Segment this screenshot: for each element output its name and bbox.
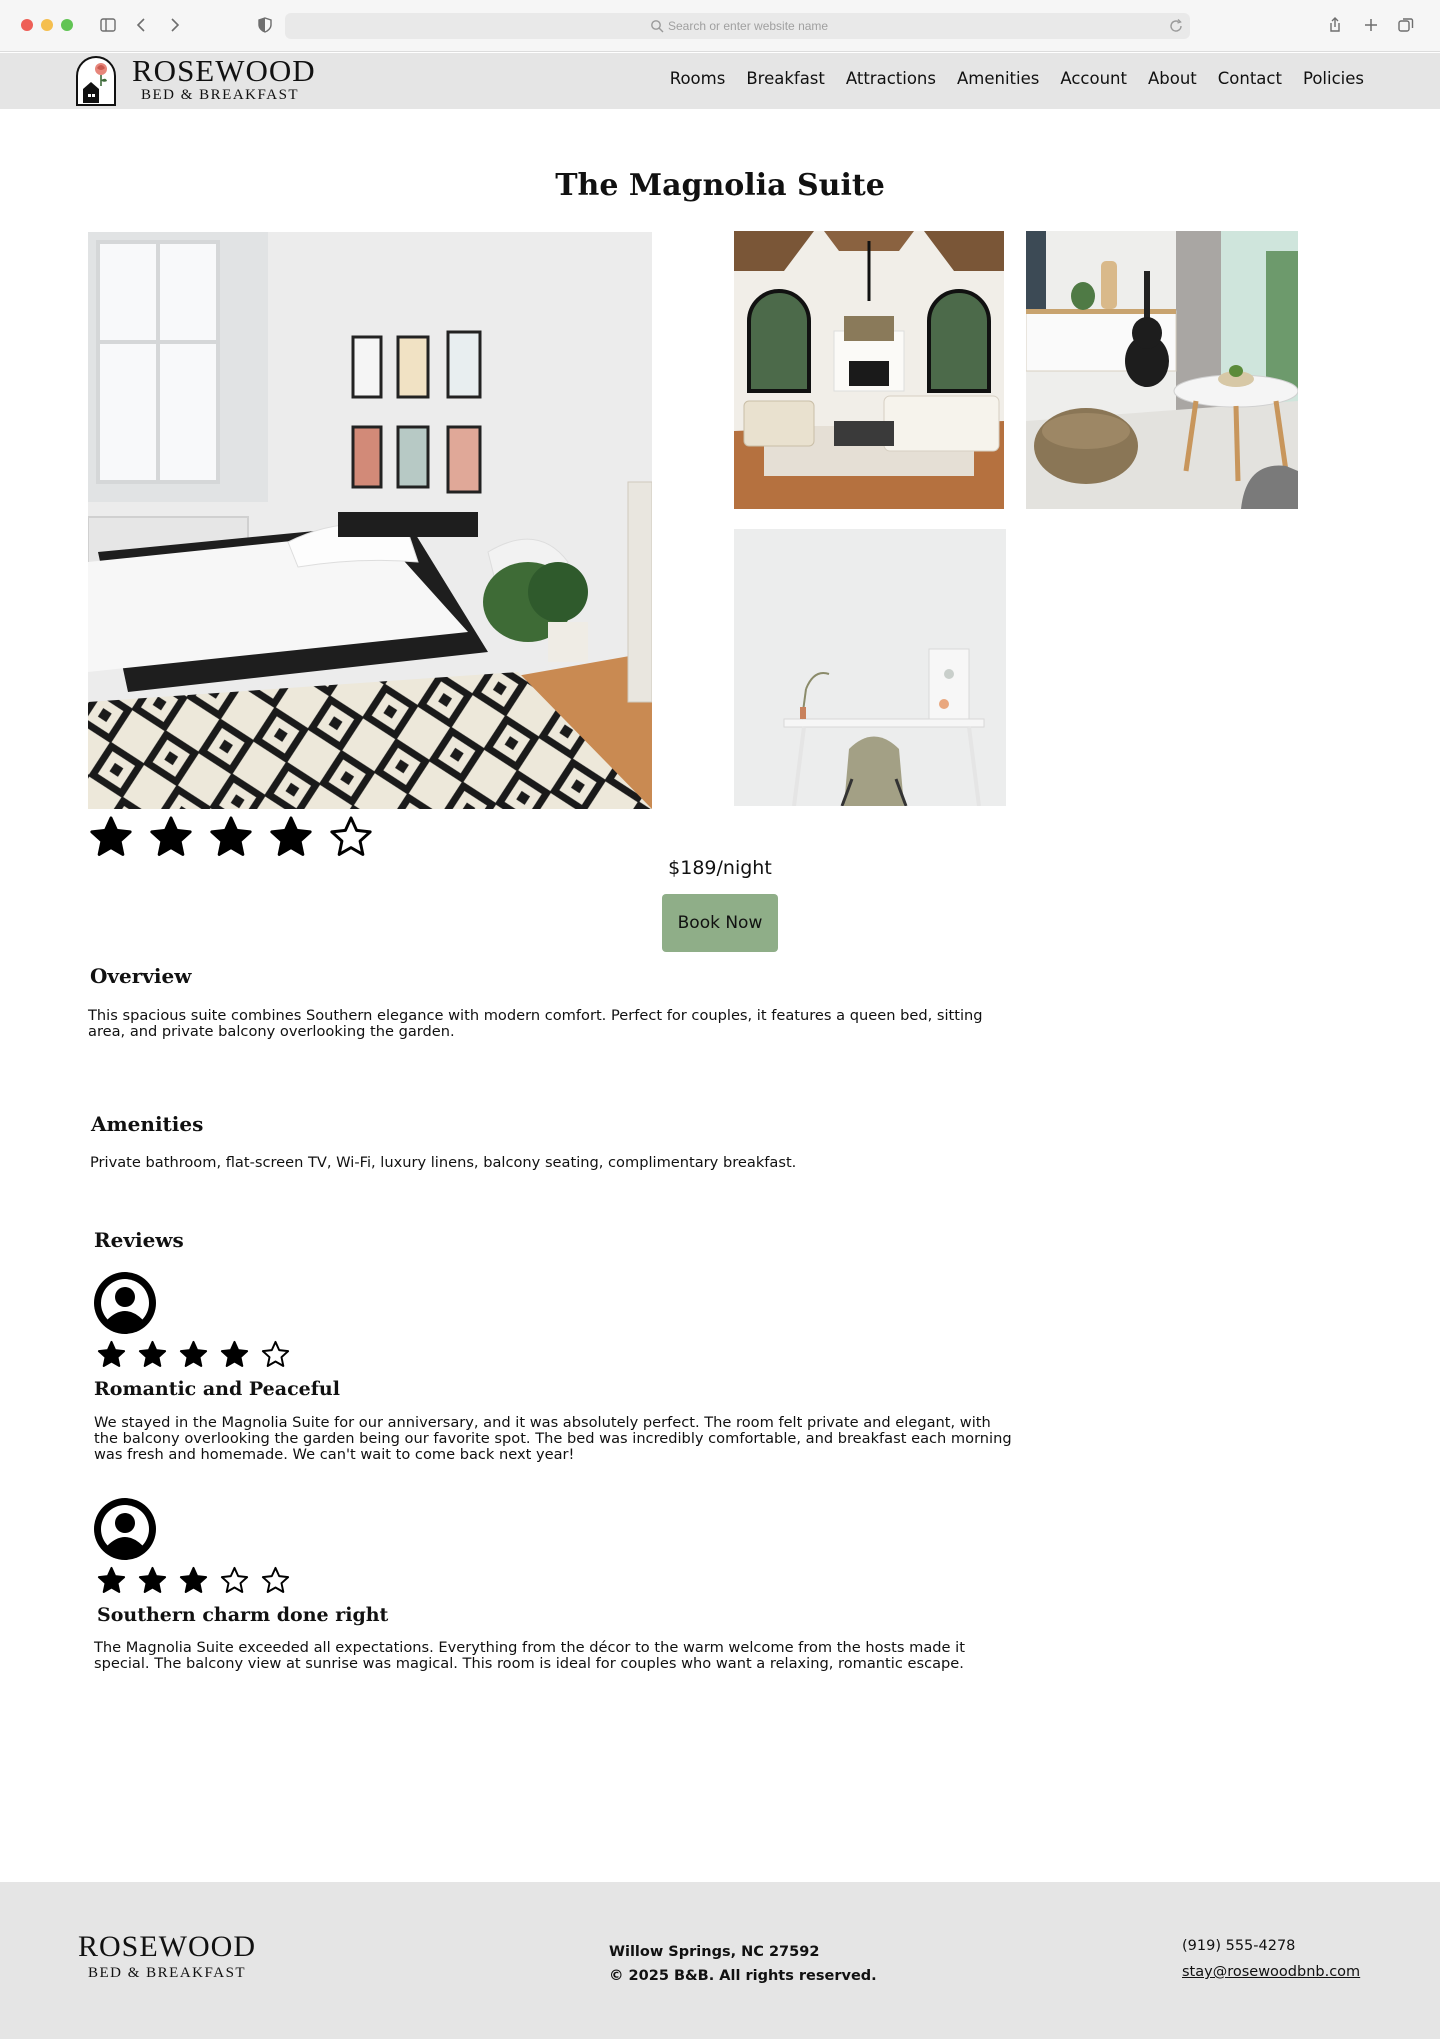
reviewer-avatar-icon	[94, 1498, 156, 1560]
review-text: We stayed in the Magnolia Suite for our anniversary, and it was absolutely perfect. The room felt private and elegant, with the balcony overlooking the garden being our favorite spot. The bed was incredibly comfortable, and breakfast each morning was fresh and homemade. We can't wait to come back next year!	[94, 1414, 1012, 1463]
share-icon[interactable]	[1324, 14, 1346, 36]
site-header	[0, 53, 1440, 109]
footer-phone[interactable]: (919) 555-4278	[1182, 1938, 1296, 1954]
logo-subtitle: BED & BREAKFAST	[141, 87, 300, 103]
rosewood-logo-icon[interactable]	[75, 56, 117, 106]
nav-amenities[interactable]: Amenities	[956, 69, 1040, 88]
star-filled-icon	[89, 815, 133, 859]
nav-policies[interactable]: Policies	[1302, 69, 1364, 88]
page-title: The Magnolia Suite	[555, 168, 885, 203]
star-filled-icon	[149, 815, 193, 859]
nav-account[interactable]: Account	[1060, 69, 1127, 88]
review-rating	[97, 1340, 290, 1369]
star-filled-icon	[138, 1340, 167, 1369]
living-room-photo[interactable]	[734, 231, 1004, 509]
footer-logo-subtitle: BED & BREAKFAST	[88, 1965, 247, 1981]
footer-email-link[interactable]: stay@rosewoodbnb.com	[1182, 1964, 1361, 1980]
amenities-text: Private bathroom, flat-screen TV, Wi-Fi, luxury linens, balcony seating, complimentary breakfast.	[90, 1154, 797, 1171]
review-text: The Magnolia Suite exceeded all expectations. Everything from the décor to the warm welcome from the hosts made it special. The balcony view at sunrise was magical. This room is ideal for couples who want a relaxing, romantic escape.	[94, 1639, 965, 1672]
nav-contact[interactable]: Contact	[1217, 69, 1282, 88]
sidebar-icon[interactable]	[97, 14, 119, 36]
browser-toolbar	[0, 0, 1440, 52]
book-now-button[interactable]: Book Now	[662, 894, 778, 952]
star-filled-icon	[220, 1340, 249, 1369]
zoom-window-button[interactable]	[61, 19, 73, 31]
bedroom-photo[interactable]	[88, 232, 652, 809]
reload-icon[interactable]	[1168, 18, 1184, 34]
minimize-window-button[interactable]	[41, 19, 53, 31]
review-title: Southern charm done right	[97, 1604, 389, 1626]
star-outline-icon	[261, 1340, 290, 1369]
privacy-shield-icon[interactable]	[254, 14, 276, 36]
logo-title[interactable]: ROSEWOOD	[132, 53, 316, 88]
star-filled-icon	[138, 1566, 167, 1595]
star-filled-icon	[209, 815, 253, 859]
back-icon[interactable]	[131, 14, 153, 36]
reviewer-avatar-icon	[94, 1272, 156, 1334]
room-price: $189/night	[668, 857, 772, 879]
forward-icon[interactable]	[163, 14, 185, 36]
overview-text: This spacious suite combines Southern elegance with modern comfort. Perfect for couples, it features a queen bed, sitting area, and private balcony overlooking the garden.	[88, 1007, 983, 1040]
footer-address: Willow Springs, NC 27592	[609, 1944, 820, 1960]
address-placeholder: Search or enter website name	[668, 19, 829, 33]
site-footer	[0, 1882, 1440, 2039]
writing-desk-photo[interactable]	[734, 529, 1006, 806]
nav-attractions[interactable]: Attractions	[845, 69, 936, 88]
star-outline-icon	[220, 1566, 249, 1595]
overview-heading: Overview	[90, 964, 192, 988]
address-bar[interactable]	[285, 13, 1190, 39]
main-nav	[670, 69, 1364, 88]
new-tab-icon[interactable]	[1360, 14, 1382, 36]
review-rating	[97, 1566, 290, 1595]
nav-breakfast[interactable]: Breakfast	[746, 69, 825, 88]
footer-logo-title[interactable]: ROSEWOOD	[78, 1930, 256, 1963]
star-filled-icon	[269, 815, 313, 859]
lounge-photo[interactable]	[1026, 231, 1298, 509]
amenities-heading: Amenities	[91, 1112, 204, 1136]
search-icon	[650, 19, 664, 33]
star-filled-icon	[97, 1340, 126, 1369]
footer-copyright: © 2025 B&B. All rights reserved.	[609, 1968, 877, 1984]
star-outline-icon	[261, 1566, 290, 1595]
room-rating	[89, 815, 373, 859]
star-filled-icon	[179, 1340, 208, 1369]
nav-rooms[interactable]: Rooms	[669, 69, 726, 88]
close-window-button[interactable]	[21, 19, 33, 31]
star-filled-icon	[97, 1566, 126, 1595]
footer-address-block	[609, 1940, 877, 1988]
review-title: Romantic and Peaceful	[94, 1378, 340, 1400]
tab-overview-icon[interactable]	[1395, 14, 1417, 36]
star-outline-icon	[329, 815, 373, 859]
nav-about[interactable]: About	[1147, 69, 1197, 88]
star-filled-icon	[179, 1566, 208, 1595]
reviews-heading: Reviews	[94, 1228, 184, 1252]
